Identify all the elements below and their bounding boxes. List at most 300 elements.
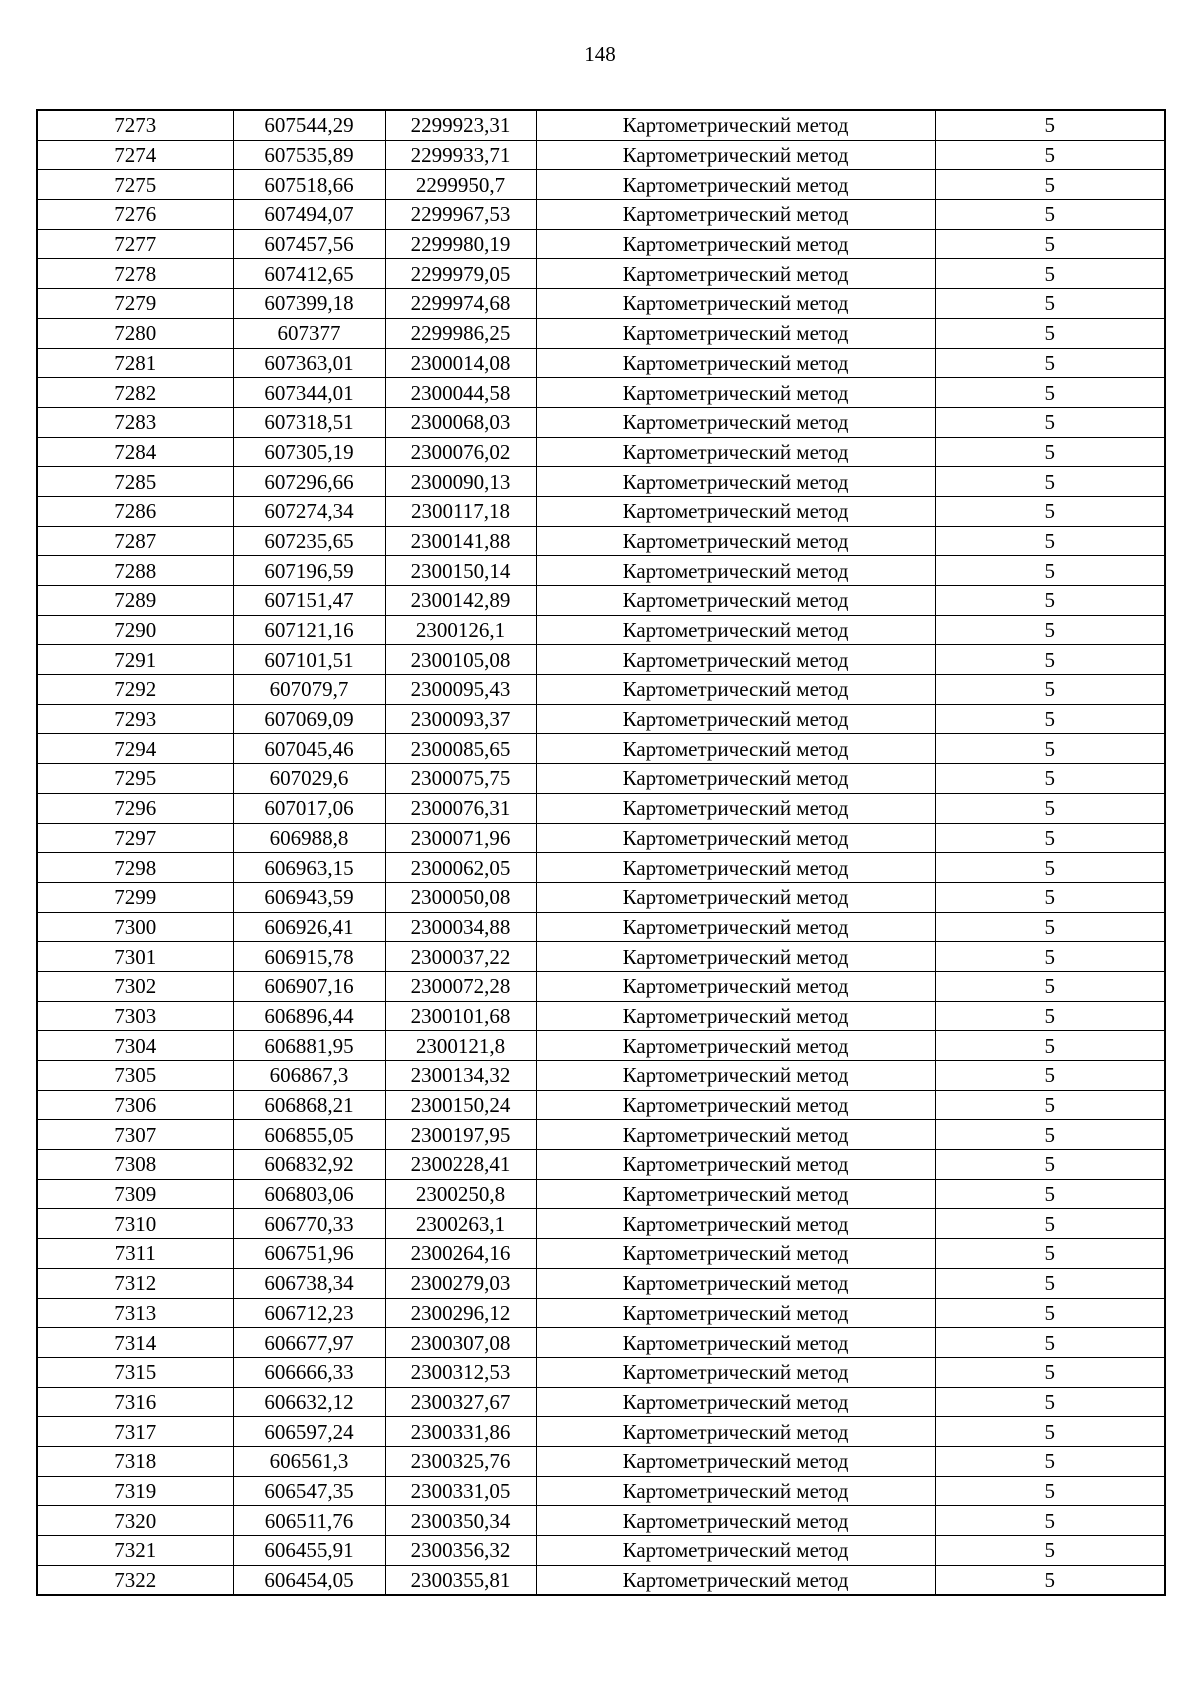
accuracy-cell: 5 — [935, 764, 1165, 794]
table-row — [37, 1446, 1165, 1476]
accuracy-cell: 5 — [935, 1565, 1165, 1595]
y-coordinate-cell: 2299967,53 — [385, 200, 536, 230]
method-cell: Картометрический метод — [536, 1090, 935, 1120]
method-cell: Картометрический метод — [536, 675, 935, 705]
x-coordinate-cell: 607318,51 — [233, 407, 385, 437]
accuracy-cell: 5 — [935, 1179, 1165, 1209]
table-row — [37, 1536, 1165, 1566]
accuracy-cell: 5 — [935, 645, 1165, 675]
method-cell: Картометрический метод — [536, 586, 935, 616]
point-number-cell: 7292 — [37, 675, 233, 705]
point-number-cell: 7313 — [37, 1298, 233, 1328]
point-number-cell: 7319 — [37, 1476, 233, 1506]
method-cell: Картометрический метод — [536, 793, 935, 823]
y-coordinate-cell: 2300356,32 — [385, 1536, 536, 1566]
page-number: 148 — [584, 42, 616, 66]
method-cell: Картометрический метод — [536, 289, 935, 319]
accuracy-cell: 5 — [935, 1150, 1165, 1180]
method-cell: Картометрический метод — [536, 942, 935, 972]
point-number-cell: 7311 — [37, 1239, 233, 1269]
x-coordinate-cell: 606454,05 — [233, 1565, 385, 1595]
point-number-cell: 7277 — [37, 229, 233, 259]
method-cell: Картометрический метод — [536, 1120, 935, 1150]
y-coordinate-cell: 2300071,96 — [385, 823, 536, 853]
table-row — [37, 437, 1165, 467]
table-row — [37, 140, 1165, 170]
table-row — [37, 675, 1165, 705]
x-coordinate-cell: 607101,51 — [233, 645, 385, 675]
point-number-cell: 7273 — [37, 110, 233, 140]
point-number-cell: 7302 — [37, 971, 233, 1001]
table-row — [37, 586, 1165, 616]
y-coordinate-cell: 2300296,12 — [385, 1298, 536, 1328]
y-coordinate-cell: 2300126,1 — [385, 615, 536, 645]
x-coordinate-cell: 607412,65 — [233, 259, 385, 289]
x-coordinate-cell: 607518,66 — [233, 170, 385, 200]
x-coordinate-cell: 607363,01 — [233, 348, 385, 378]
x-coordinate-cell: 607196,59 — [233, 556, 385, 586]
table-row — [37, 229, 1165, 259]
point-number-cell: 7298 — [37, 853, 233, 883]
accuracy-cell: 5 — [935, 289, 1165, 319]
point-number-cell: 7295 — [37, 764, 233, 794]
table-row — [37, 1417, 1165, 1447]
y-coordinate-cell: 2300264,16 — [385, 1239, 536, 1269]
point-number-cell: 7288 — [37, 556, 233, 586]
table-row — [37, 496, 1165, 526]
x-coordinate-cell: 606896,44 — [233, 1001, 385, 1031]
method-cell: Картометрический метод — [536, 1298, 935, 1328]
accuracy-cell: 5 — [935, 556, 1165, 586]
accuracy-cell: 5 — [935, 675, 1165, 705]
y-coordinate-cell: 2300197,95 — [385, 1120, 536, 1150]
point-number-cell: 7316 — [37, 1387, 233, 1417]
coordinates-table — [36, 109, 1166, 1596]
accuracy-cell: 5 — [935, 942, 1165, 972]
y-coordinate-cell: 2300101,68 — [385, 1001, 536, 1031]
method-cell: Картометрический метод — [536, 1061, 935, 1091]
table-row — [37, 1268, 1165, 1298]
table-row — [37, 200, 1165, 230]
x-coordinate-cell: 606855,05 — [233, 1120, 385, 1150]
point-number-cell: 7321 — [37, 1536, 233, 1566]
method-cell: Картометрический метод — [536, 259, 935, 289]
x-coordinate-cell: 606597,24 — [233, 1417, 385, 1447]
y-coordinate-cell: 2300263,1 — [385, 1209, 536, 1239]
accuracy-cell: 5 — [935, 1536, 1165, 1566]
point-number-cell: 7304 — [37, 1031, 233, 1061]
table-row — [37, 645, 1165, 675]
accuracy-cell: 5 — [935, 1001, 1165, 1031]
table-row — [37, 526, 1165, 556]
table-row — [37, 1209, 1165, 1239]
y-coordinate-cell: 2299974,68 — [385, 289, 536, 319]
point-number-cell: 7315 — [37, 1357, 233, 1387]
x-coordinate-cell: 607377 — [233, 318, 385, 348]
y-coordinate-cell: 2300331,05 — [385, 1476, 536, 1506]
table-row — [37, 407, 1165, 437]
accuracy-cell: 5 — [935, 496, 1165, 526]
point-number-cell: 7289 — [37, 586, 233, 616]
table-row — [37, 942, 1165, 972]
y-coordinate-cell: 2300350,34 — [385, 1506, 536, 1536]
method-cell: Картометрический метод — [536, 912, 935, 942]
y-coordinate-cell: 2300134,32 — [385, 1061, 536, 1091]
x-coordinate-cell: 606632,12 — [233, 1387, 385, 1417]
y-coordinate-cell: 2299980,19 — [385, 229, 536, 259]
accuracy-cell: 5 — [935, 823, 1165, 853]
y-coordinate-cell: 2300105,08 — [385, 645, 536, 675]
point-number-cell: 7314 — [37, 1328, 233, 1358]
y-coordinate-cell: 2299950,7 — [385, 170, 536, 200]
table-row — [37, 971, 1165, 1001]
method-cell: Картометрический метод — [536, 348, 935, 378]
x-coordinate-cell: 607121,16 — [233, 615, 385, 645]
x-coordinate-cell: 606943,59 — [233, 882, 385, 912]
accuracy-cell: 5 — [935, 378, 1165, 408]
y-coordinate-cell: 2300121,8 — [385, 1031, 536, 1061]
table-row — [37, 1061, 1165, 1091]
table-row — [37, 882, 1165, 912]
accuracy-cell: 5 — [935, 229, 1165, 259]
method-cell: Картометрический метод — [536, 1387, 935, 1417]
point-number-cell: 7294 — [37, 734, 233, 764]
method-cell: Картометрический метод — [536, 200, 935, 230]
method-cell: Картометрический метод — [536, 1476, 935, 1506]
point-number-cell: 7285 — [37, 467, 233, 497]
point-number-cell: 7322 — [37, 1565, 233, 1595]
x-coordinate-cell: 607457,56 — [233, 229, 385, 259]
table-row — [37, 378, 1165, 408]
x-coordinate-cell: 606963,15 — [233, 853, 385, 883]
x-coordinate-cell: 606677,97 — [233, 1328, 385, 1358]
accuracy-cell: 5 — [935, 853, 1165, 883]
method-cell: Картометрический метод — [536, 229, 935, 259]
y-coordinate-cell: 2300076,31 — [385, 793, 536, 823]
point-number-cell: 7318 — [37, 1446, 233, 1476]
accuracy-cell: 5 — [935, 467, 1165, 497]
table-row — [37, 1120, 1165, 1150]
x-coordinate-cell: 607151,47 — [233, 586, 385, 616]
x-coordinate-cell: 606881,95 — [233, 1031, 385, 1061]
x-coordinate-cell: 606868,21 — [233, 1090, 385, 1120]
method-cell: Картометрический метод — [536, 1565, 935, 1595]
y-coordinate-cell: 2300075,75 — [385, 764, 536, 794]
coordinates-table-body — [37, 110, 1165, 1595]
x-coordinate-cell: 607017,06 — [233, 793, 385, 823]
point-number-cell: 7286 — [37, 496, 233, 526]
point-number-cell: 7300 — [37, 912, 233, 942]
y-coordinate-cell: 2300142,89 — [385, 586, 536, 616]
y-coordinate-cell: 2300307,08 — [385, 1328, 536, 1358]
method-cell: Картометрический метод — [536, 971, 935, 1001]
table-row — [37, 318, 1165, 348]
method-cell: Картометрический метод — [536, 645, 935, 675]
table-row — [37, 1328, 1165, 1358]
method-cell: Картометрический метод — [536, 704, 935, 734]
accuracy-cell: 5 — [935, 1446, 1165, 1476]
method-cell: Картометрический метод — [536, 556, 935, 586]
y-coordinate-cell: 2300355,81 — [385, 1565, 536, 1595]
accuracy-cell: 5 — [935, 615, 1165, 645]
method-cell: Картометрический метод — [536, 615, 935, 645]
x-coordinate-cell: 606455,91 — [233, 1536, 385, 1566]
y-coordinate-cell: 2300093,37 — [385, 704, 536, 734]
table-row — [37, 1001, 1165, 1031]
table-row — [37, 348, 1165, 378]
method-cell: Картометрический метод — [536, 1506, 935, 1536]
method-cell: Картометрический метод — [536, 467, 935, 497]
point-number-cell: 7310 — [37, 1209, 233, 1239]
method-cell: Картометрический метод — [536, 318, 935, 348]
x-coordinate-cell: 607029,6 — [233, 764, 385, 794]
table-row — [37, 1565, 1165, 1595]
table-row — [37, 1357, 1165, 1387]
point-number-cell: 7283 — [37, 407, 233, 437]
y-coordinate-cell: 2299923,31 — [385, 110, 536, 140]
x-coordinate-cell: 606867,3 — [233, 1061, 385, 1091]
y-coordinate-cell: 2299933,71 — [385, 140, 536, 170]
table-row — [37, 170, 1165, 200]
method-cell: Картометрический метод — [536, 1357, 935, 1387]
x-coordinate-cell: 606511,76 — [233, 1506, 385, 1536]
point-number-cell: 7301 — [37, 942, 233, 972]
y-coordinate-cell: 2300150,14 — [385, 556, 536, 586]
method-cell: Картометрический метод — [536, 1328, 935, 1358]
x-coordinate-cell: 606832,92 — [233, 1150, 385, 1180]
x-coordinate-cell: 607344,01 — [233, 378, 385, 408]
x-coordinate-cell: 607045,46 — [233, 734, 385, 764]
y-coordinate-cell: 2300034,88 — [385, 912, 536, 942]
point-number-cell: 7306 — [37, 1090, 233, 1120]
method-cell: Картометрический метод — [536, 1239, 935, 1269]
y-coordinate-cell: 2299979,05 — [385, 259, 536, 289]
accuracy-cell: 5 — [935, 407, 1165, 437]
point-number-cell: 7312 — [37, 1268, 233, 1298]
y-coordinate-cell: 2300076,02 — [385, 437, 536, 467]
y-coordinate-cell: 2300085,65 — [385, 734, 536, 764]
point-number-cell: 7299 — [37, 882, 233, 912]
x-coordinate-cell: 606561,3 — [233, 1446, 385, 1476]
y-coordinate-cell: 2300141,88 — [385, 526, 536, 556]
table-row — [37, 823, 1165, 853]
accuracy-cell: 5 — [935, 348, 1165, 378]
accuracy-cell: 5 — [935, 110, 1165, 140]
point-number-cell: 7291 — [37, 645, 233, 675]
point-number-cell: 7317 — [37, 1417, 233, 1447]
accuracy-cell: 5 — [935, 1328, 1165, 1358]
point-number-cell: 7309 — [37, 1179, 233, 1209]
table-row — [37, 1387, 1165, 1417]
point-number-cell: 7305 — [37, 1061, 233, 1091]
table-row — [37, 1476, 1165, 1506]
method-cell: Картометрический метод — [536, 823, 935, 853]
accuracy-cell: 5 — [935, 586, 1165, 616]
point-number-cell: 7308 — [37, 1150, 233, 1180]
point-number-cell: 7296 — [37, 793, 233, 823]
x-coordinate-cell: 606751,96 — [233, 1239, 385, 1269]
x-coordinate-cell: 606547,35 — [233, 1476, 385, 1506]
method-cell: Картометрический метод — [536, 1209, 935, 1239]
x-coordinate-cell: 606803,06 — [233, 1179, 385, 1209]
accuracy-cell: 5 — [935, 1031, 1165, 1061]
accuracy-cell: 5 — [935, 1506, 1165, 1536]
x-coordinate-cell: 606907,16 — [233, 971, 385, 1001]
y-coordinate-cell: 2300228,41 — [385, 1150, 536, 1180]
table-row — [37, 793, 1165, 823]
point-number-cell: 7307 — [37, 1120, 233, 1150]
x-coordinate-cell: 607305,19 — [233, 437, 385, 467]
method-cell: Картометрический метод — [536, 1417, 935, 1447]
x-coordinate-cell: 606712,23 — [233, 1298, 385, 1328]
y-coordinate-cell: 2300325,76 — [385, 1446, 536, 1476]
y-coordinate-cell: 2300014,08 — [385, 348, 536, 378]
table-row — [37, 1239, 1165, 1269]
accuracy-cell: 5 — [935, 912, 1165, 942]
x-coordinate-cell: 606666,33 — [233, 1357, 385, 1387]
accuracy-cell: 5 — [935, 170, 1165, 200]
accuracy-cell: 5 — [935, 1387, 1165, 1417]
x-coordinate-cell: 607296,66 — [233, 467, 385, 497]
y-coordinate-cell: 2299986,25 — [385, 318, 536, 348]
y-coordinate-cell: 2300095,43 — [385, 675, 536, 705]
x-coordinate-cell: 606915,78 — [233, 942, 385, 972]
accuracy-cell: 5 — [935, 526, 1165, 556]
method-cell: Картометрический метод — [536, 110, 935, 140]
point-number-cell: 7293 — [37, 704, 233, 734]
accuracy-cell: 5 — [935, 1239, 1165, 1269]
x-coordinate-cell: 607535,89 — [233, 140, 385, 170]
x-coordinate-cell: 607494,07 — [233, 200, 385, 230]
y-coordinate-cell: 2300072,28 — [385, 971, 536, 1001]
y-coordinate-cell: 2300037,22 — [385, 942, 536, 972]
method-cell: Картометрический метод — [536, 496, 935, 526]
y-coordinate-cell: 2300250,8 — [385, 1179, 536, 1209]
method-cell: Картометрический метод — [536, 1150, 935, 1180]
point-number-cell: 7284 — [37, 437, 233, 467]
y-coordinate-cell: 2300044,58 — [385, 378, 536, 408]
method-cell: Картометрический метод — [536, 1268, 935, 1298]
accuracy-cell: 5 — [935, 1298, 1165, 1328]
x-coordinate-cell: 607079,7 — [233, 675, 385, 705]
accuracy-cell: 5 — [935, 1476, 1165, 1506]
accuracy-cell: 5 — [935, 318, 1165, 348]
method-cell: Картометрический метод — [536, 1031, 935, 1061]
method-cell: Картометрический метод — [536, 407, 935, 437]
table-row — [37, 1506, 1165, 1536]
method-cell: Картометрический метод — [536, 853, 935, 883]
method-cell: Картометрический метод — [536, 1536, 935, 1566]
point-number-cell: 7287 — [37, 526, 233, 556]
table-row — [37, 1090, 1165, 1120]
y-coordinate-cell: 2300062,05 — [385, 853, 536, 883]
x-coordinate-cell: 606738,34 — [233, 1268, 385, 1298]
table-row — [37, 467, 1165, 497]
point-number-cell: 7297 — [37, 823, 233, 853]
table-row — [37, 1031, 1165, 1061]
point-number-cell: 7274 — [37, 140, 233, 170]
accuracy-cell: 5 — [935, 1417, 1165, 1447]
table-row — [37, 1150, 1165, 1180]
y-coordinate-cell: 2300279,03 — [385, 1268, 536, 1298]
point-number-cell: 7303 — [37, 1001, 233, 1031]
method-cell: Картометрический метод — [536, 764, 935, 794]
method-cell: Картометрический метод — [536, 378, 935, 408]
accuracy-cell: 5 — [935, 1090, 1165, 1120]
table-row — [37, 1298, 1165, 1328]
point-number-cell: 7276 — [37, 200, 233, 230]
y-coordinate-cell: 2300117,18 — [385, 496, 536, 526]
y-coordinate-cell: 2300150,24 — [385, 1090, 536, 1120]
table-row — [37, 853, 1165, 883]
method-cell: Картометрический метод — [536, 1179, 935, 1209]
x-coordinate-cell: 607069,09 — [233, 704, 385, 734]
table-row — [37, 1179, 1165, 1209]
x-coordinate-cell: 606770,33 — [233, 1209, 385, 1239]
accuracy-cell: 5 — [935, 793, 1165, 823]
method-cell: Картометрический метод — [536, 140, 935, 170]
accuracy-cell: 5 — [935, 1268, 1165, 1298]
accuracy-cell: 5 — [935, 1120, 1165, 1150]
accuracy-cell: 5 — [935, 1357, 1165, 1387]
method-cell: Картометрический метод — [536, 1001, 935, 1031]
accuracy-cell: 5 — [935, 734, 1165, 764]
method-cell: Картометрический метод — [536, 437, 935, 467]
table-row — [37, 734, 1165, 764]
point-number-cell: 7320 — [37, 1506, 233, 1536]
y-coordinate-cell: 2300068,03 — [385, 407, 536, 437]
accuracy-cell: 5 — [935, 140, 1165, 170]
accuracy-cell: 5 — [935, 1209, 1165, 1239]
accuracy-cell: 5 — [935, 1061, 1165, 1091]
y-coordinate-cell: 2300050,08 — [385, 882, 536, 912]
method-cell: Картометрический метод — [536, 526, 935, 556]
point-number-cell: 7280 — [37, 318, 233, 348]
point-number-cell: 7278 — [37, 259, 233, 289]
y-coordinate-cell: 2300312,53 — [385, 1357, 536, 1387]
point-number-cell: 7282 — [37, 378, 233, 408]
y-coordinate-cell: 2300331,86 — [385, 1417, 536, 1447]
x-coordinate-cell: 606926,41 — [233, 912, 385, 942]
table-row — [37, 704, 1165, 734]
table-row — [37, 764, 1165, 794]
table-row — [37, 110, 1165, 140]
method-cell: Картометрический метод — [536, 882, 935, 912]
x-coordinate-cell: 607235,65 — [233, 526, 385, 556]
accuracy-cell: 5 — [935, 882, 1165, 912]
table-row — [37, 912, 1165, 942]
point-number-cell: 7281 — [37, 348, 233, 378]
x-coordinate-cell: 607399,18 — [233, 289, 385, 319]
accuracy-cell: 5 — [935, 971, 1165, 1001]
method-cell: Картометрический метод — [536, 1446, 935, 1476]
point-number-cell: 7290 — [37, 615, 233, 645]
accuracy-cell: 5 — [935, 704, 1165, 734]
accuracy-cell: 5 — [935, 437, 1165, 467]
point-number-cell: 7275 — [37, 170, 233, 200]
y-coordinate-cell: 2300090,13 — [385, 467, 536, 497]
y-coordinate-cell: 2300327,67 — [385, 1387, 536, 1417]
accuracy-cell: 5 — [935, 259, 1165, 289]
point-number-cell: 7279 — [37, 289, 233, 319]
x-coordinate-cell: 607274,34 — [233, 496, 385, 526]
accuracy-cell: 5 — [935, 200, 1165, 230]
table-row — [37, 615, 1165, 645]
table-row — [37, 259, 1165, 289]
method-cell: Картометрический метод — [536, 170, 935, 200]
table-row — [37, 289, 1165, 319]
method-cell: Картометрический метод — [536, 734, 935, 764]
